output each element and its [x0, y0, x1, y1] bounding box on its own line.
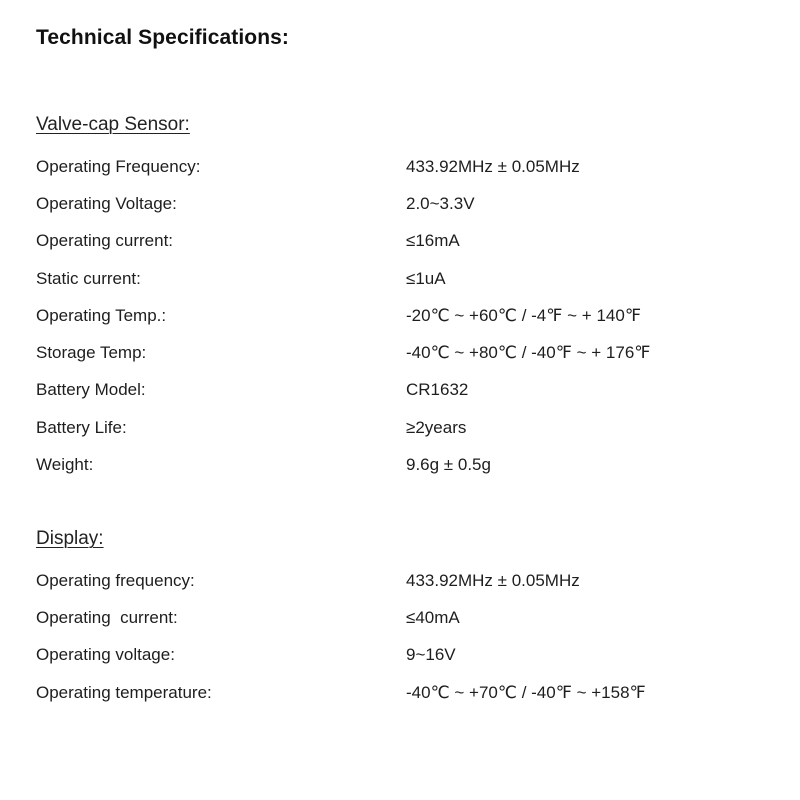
spec-row	[36, 334, 766, 371]
section-heading: Valve-cap Sensor:	[36, 114, 190, 135]
spec-row	[36, 562, 766, 599]
spec-value: ≥2years	[406, 417, 467, 437]
display-section	[36, 524, 766, 711]
spec-label: Operating Voltage:	[36, 193, 177, 213]
spec-value: -40℃ ~ +80℃ / -40℉ ~ + 176℉	[406, 343, 651, 363]
spec-value: ≤16mA	[406, 231, 460, 251]
spec-value: ≤1uA	[406, 268, 446, 288]
spec-row	[36, 185, 766, 222]
spec-value: 9.6g ± 0.5g	[406, 455, 491, 475]
spec-row	[36, 223, 766, 260]
spec-row	[36, 637, 766, 674]
spec-row	[36, 409, 766, 446]
spec-value: 9~16V	[406, 645, 456, 665]
spec-label: Static current:	[36, 268, 141, 288]
spec-value: 433.92MHz ± 0.05MHz	[406, 156, 580, 176]
spec-value: -40℃ ~ +70℃ / -40℉ ~ +158℉	[406, 682, 646, 702]
spec-value: ≤40mA	[406, 607, 460, 627]
spec-row	[36, 599, 766, 636]
spec-label: Operating Temp.:	[36, 305, 167, 325]
spec-value: CR1632	[406, 380, 469, 400]
section-heading: Display:	[36, 528, 104, 549]
spec-label: Operating current:	[36, 231, 174, 251]
spec-row	[36, 446, 766, 483]
spec-row	[36, 148, 766, 185]
spec-label: Storage Temp:	[36, 343, 147, 363]
spec-label: Battery Model:	[36, 380, 146, 400]
spec-label: Operating frequency:	[36, 570, 195, 590]
spec-label: Operating temperature:	[36, 682, 212, 702]
spec-value: 2.0~3.3V	[406, 193, 475, 213]
spec-label: Weight:	[36, 455, 94, 475]
spec-label: Operating Frequency:	[36, 156, 201, 176]
spec-value: -20℃ ~ +60℃ / -4℉ ~ + 140℉	[406, 305, 641, 325]
spec-row	[36, 674, 766, 711]
spec-row	[36, 372, 766, 409]
spec-label: Operating current:	[36, 607, 178, 627]
spec-row	[36, 297, 766, 334]
spec-value: 433.92MHz ± 0.05MHz	[406, 570, 580, 590]
spec-label: Operating voltage:	[36, 645, 175, 665]
spec-label: Battery Life:	[36, 417, 127, 437]
page-title: Technical Specifications:	[36, 26, 290, 49]
valve-cap-sensor-section	[36, 110, 766, 484]
spec-row	[36, 260, 766, 297]
